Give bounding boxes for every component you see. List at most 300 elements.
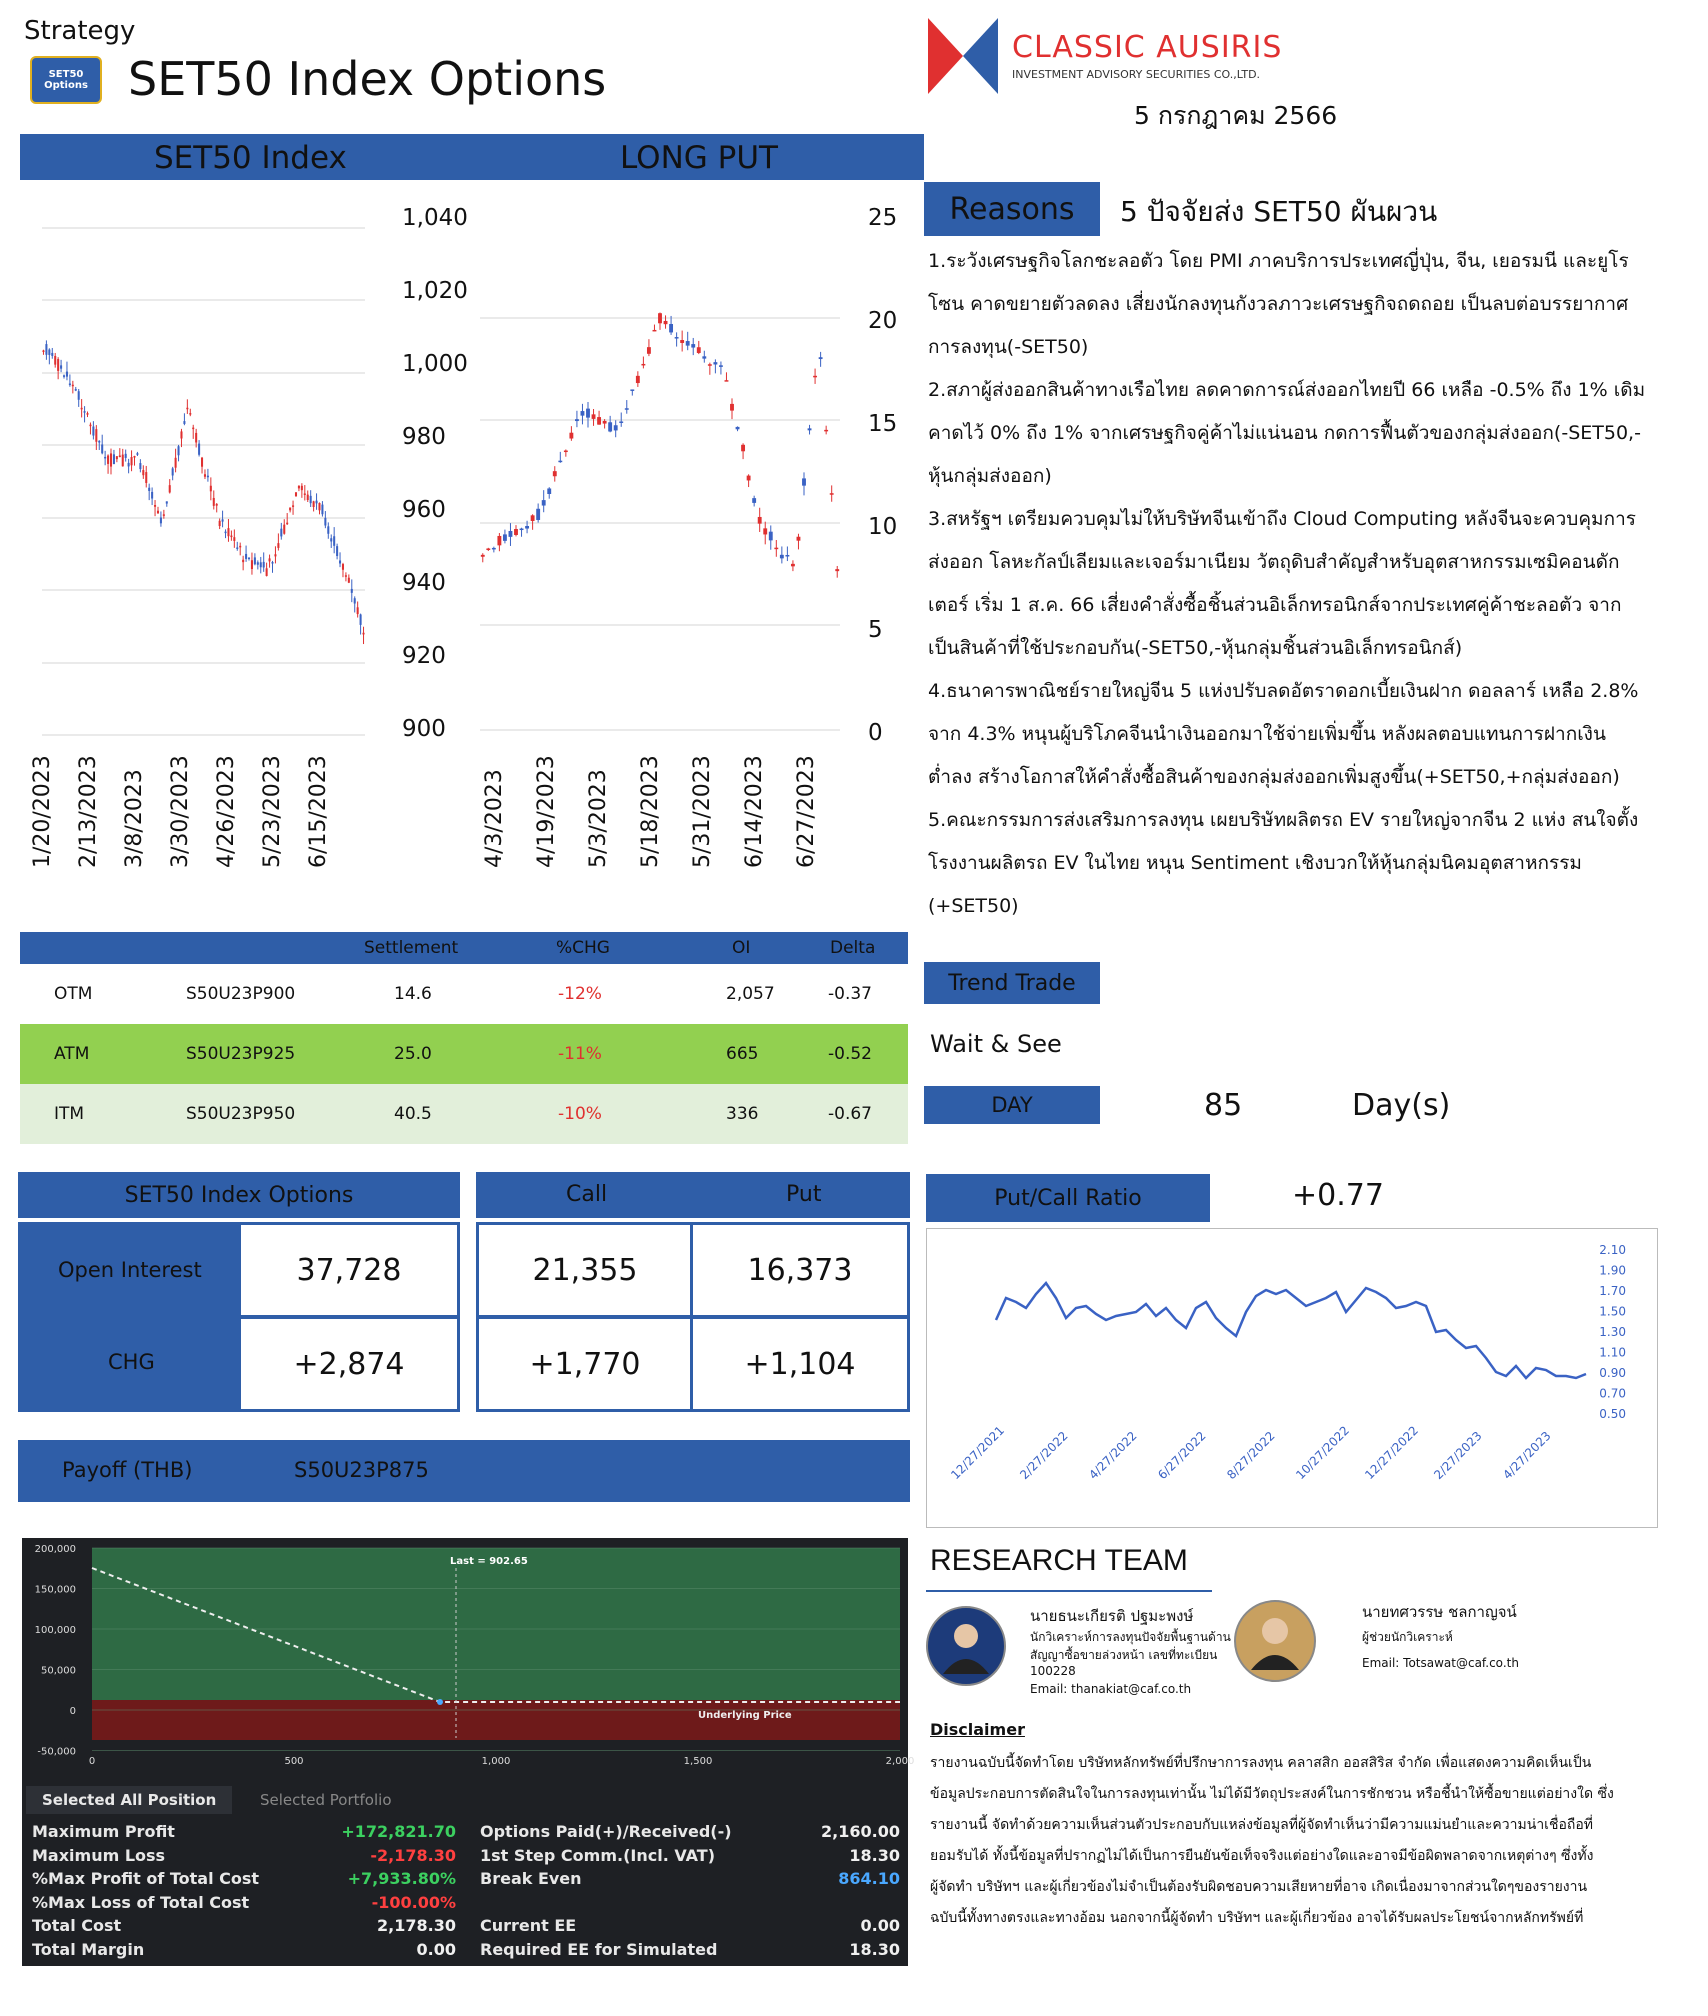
disclaimer-title: Disclaimer: [930, 1720, 1025, 1739]
candle: [345, 572, 347, 581]
candle: [316, 493, 318, 509]
stat-label: Options Paid(+)/Received(-): [480, 1822, 732, 1841]
candle: [497, 533, 501, 551]
stat-value: 2,160.00: [821, 1822, 900, 1841]
candle: [230, 530, 232, 540]
report-date: 5 กรกฎาคม 2566: [1134, 101, 1338, 130]
candle: [542, 490, 546, 512]
set50-ytick: 1,040: [402, 205, 468, 231]
cell-settlement: 40.5: [394, 1104, 432, 1124]
logo-badge-text: SET50 Options: [44, 69, 88, 91]
pcr-xtick: 12/27/2022: [1362, 1423, 1422, 1483]
candle: [113, 450, 115, 464]
candle: [520, 528, 524, 537]
candle: [486, 548, 490, 551]
candle: [664, 315, 668, 328]
stat-value: 2,178.30: [377, 1916, 456, 1935]
payoff-ytick: 50,000: [41, 1665, 76, 1677]
candle: [183, 413, 185, 425]
set50-ytick: 1,000: [402, 351, 468, 377]
reason-line: การลงทุน(-SET50): [928, 336, 1089, 358]
candle: [327, 522, 329, 538]
candle: [625, 400, 629, 414]
set50-ytick: 940: [402, 570, 446, 596]
candle: [63, 374, 65, 378]
stat-value: +172,821.70: [341, 1822, 456, 1841]
cell-type: ITM: [54, 1104, 85, 1124]
candle: [719, 362, 723, 375]
cell-series: S50U23P950: [186, 1104, 296, 1124]
reason-line: (+SET50): [928, 895, 1019, 917]
candle: [125, 450, 127, 462]
payoff-ytick: 0: [69, 1706, 76, 1717]
disclaimer-line: ข้อมูลประกอบการตัดสินใจในการลงทุนเท่านั้น ไม่ได้มีวัตถุประสงค์ในการชักชวน หรือชี้นำให้ซื้อขายแต่อย่างใด ซึ่ง: [930, 1786, 1614, 1802]
stat-value: 18.30: [849, 1845, 900, 1865]
cell-delta: -0.52: [828, 1044, 872, 1064]
candle: [797, 534, 801, 550]
candle: [747, 474, 751, 487]
pcr-ytick: 0.70: [1599, 1386, 1626, 1401]
pcr-line: [996, 1283, 1586, 1378]
pcr-xtick: 2/27/2023: [1431, 1428, 1485, 1483]
payoff-bar: [18, 1440, 910, 1502]
payoff-ytick: 150,000: [34, 1584, 76, 1596]
pcr-xtick: 4/27/2022: [1086, 1428, 1140, 1483]
table-row: [20, 1024, 908, 1084]
payoff-ytick: 100,000: [34, 1625, 76, 1636]
candle: [166, 501, 168, 506]
pcr-xtick: 4/27/2023: [1500, 1428, 1554, 1483]
put-ytick: 25: [868, 205, 898, 231]
total-chg-value: +2,874: [238, 1316, 460, 1412]
cell-delta: -0.37: [828, 984, 872, 1004]
reason-line: เตอร์ เริ่ม 1 ส.ค. 66 เสี่ยงคำสั่งซื้อชิ้นส่วนอิเล็กทรอนิกส์จากประเทศคู่ค้าชะลอตัว จาก: [928, 594, 1622, 616]
reason-line: 5.คณะกรรมการส่งเสริมการลงทุน เผยบริษัทผลิตรถ EV รายใหญ่จากจีน 2 แห่ง สนใจตั้ง: [928, 809, 1639, 831]
candle: [824, 426, 828, 435]
p1-role2: สัญญาซื้อขายล่วงหน้า เลขที่ทะเบียน: [1030, 1648, 1218, 1662]
candle: [301, 483, 303, 498]
reason-line: โรงงานผลิตรถ EV ในไทย หนุน Sentiment เชิงบวกให้หุ้นกลุ่มนิคมอุตสาหกรรม: [928, 852, 1582, 874]
reason-line: ต่ำลง สร้างโอกาสให้คำสั่งซื้อสินค้าของกลุ่มส่งออกเพิ่มสูงขึ้น(+SET50,+กลุ่มส่งออก): [928, 766, 1620, 788]
candle: [819, 352, 823, 367]
pcr-value: +0.77: [1292, 1178, 1384, 1213]
col-oi: OI: [732, 938, 751, 958]
set50-ytick: 980: [402, 424, 446, 450]
col-chg: %CHG: [556, 938, 610, 958]
candle: [263, 552, 265, 571]
candle: [180, 429, 182, 447]
candle: [653, 325, 657, 332]
candle: [730, 398, 734, 419]
payoff-xtick: 1,500: [683, 1756, 713, 1767]
cell-chg: -10%: [558, 1104, 602, 1124]
payoff-xtick: 0: [88, 1756, 96, 1767]
cell-oi: 336: [726, 1104, 759, 1124]
candle: [310, 490, 312, 507]
candle: [509, 523, 513, 546]
cell-chg: -11%: [558, 1044, 602, 1064]
put-ytick: 15: [868, 411, 898, 437]
cell-delta: -0.67: [828, 1104, 872, 1124]
candle: [608, 416, 612, 432]
candle: [553, 466, 557, 481]
stat-label: Required EE for Simulated: [480, 1939, 718, 1959]
last-price-label: Last = 902.65: [450, 1556, 528, 1567]
candle: [210, 477, 212, 500]
put-xtick: 5/3/2023: [586, 769, 611, 868]
set50-index-header: SET50 Index: [154, 140, 347, 176]
stat-value: +7,933.80%: [347, 1869, 456, 1888]
reason-line: 2.สภาผู้ส่งออกสินค้าทางเรือไทย ลดคาดการณ์ส่งออกไทยปี 66 เหลือ -0.5% ถึง 1% เดิม: [928, 379, 1646, 401]
candle: [752, 496, 756, 507]
cell-settlement: 25.0: [394, 1044, 432, 1064]
candle: [304, 485, 306, 500]
candle: [503, 530, 507, 544]
research-team-title: RESEARCH TEAM: [930, 1544, 1188, 1577]
candle: [641, 357, 645, 369]
avatar-thanakiat: [926, 1606, 1006, 1686]
candle: [201, 457, 203, 474]
candle: [92, 421, 94, 439]
oi-header: SET50 Index Options: [18, 1172, 460, 1218]
stat-label: Total Cost: [32, 1916, 122, 1935]
candle: [592, 409, 596, 426]
candle: [157, 507, 159, 514]
col-delta: Delta: [830, 938, 876, 958]
set50-ytick: 900: [402, 716, 446, 742]
candle: [128, 459, 130, 473]
reason-line: เป็นสินค้าที่ใช้ประกอบกัน(-SET50,-หุ้นกลุ่มชิ้นส่วนอิเล็กทรอนิกส์): [928, 637, 1463, 659]
pcr-ytick: 2.10: [1599, 1243, 1626, 1257]
candle: [245, 546, 247, 562]
disclaimer-line: รายงานฉบับนี้จัดทำโดย บริษัทหลักทรัพย์ที่ปรึกษาการลงทุน คลาสสิก ออสสิริส จำกัด เพื่อแสดงความคิดเห็นเป็น: [930, 1755, 1592, 1771]
pcr-ytick: 0.50: [1599, 1407, 1626, 1421]
set50-xtick: 2/13/2023: [76, 755, 101, 868]
candle: [763, 522, 767, 545]
candle: [581, 404, 585, 425]
candle: [669, 316, 673, 335]
candle: [830, 485, 834, 501]
candle: [697, 341, 701, 354]
candle: [286, 513, 288, 525]
put-header: Put: [786, 1182, 822, 1207]
tab2-label: Selected Portfolio: [260, 1791, 392, 1809]
reason-line: หุ้นกลุ่มส่งออก): [928, 465, 1052, 487]
candle: [251, 553, 253, 575]
candle: [636, 371, 640, 387]
candle: [354, 596, 356, 612]
candle: [271, 561, 273, 573]
candle: [119, 448, 121, 457]
cell-oi: 665: [726, 1044, 759, 1064]
candle: [330, 534, 332, 548]
candle: [569, 426, 573, 441]
candle: [274, 546, 276, 563]
set50-ytick: 960: [402, 497, 446, 523]
reason-line: ส่งออก โลหะกัลป์เลียมและเจอร์มาเนียม วัตถุดิบสำคัญสำหรับอุตสาหกรรมเซมิคอนดัก: [928, 551, 1620, 573]
candle: [725, 372, 729, 381]
trend-trade-label: Trend Trade: [924, 962, 1100, 1004]
p2-email: Email: Totsawat@caf.co.th: [1362, 1656, 1519, 1670]
table-row: [20, 1084, 908, 1144]
candle: [154, 500, 156, 516]
days-value: 85: [1204, 1088, 1243, 1123]
candle: [780, 546, 784, 563]
candle: [658, 313, 662, 330]
cell-type: OTM: [54, 984, 93, 1004]
tab-selected-all-position[interactable]: [26, 1786, 232, 1814]
candle: [254, 553, 256, 565]
reason-line: จาก 4.3% หนุนผู้บริโภคจีนนำเงินออกมาใช้จ่ายเพิ่มขึ้น หลังผลตอบแทนการฝากเงิน: [928, 723, 1606, 745]
pcr-ytick: 1.50: [1599, 1304, 1626, 1319]
candle: [802, 472, 806, 495]
p1-reg: 100228: [1030, 1664, 1076, 1678]
candle: [647, 339, 651, 356]
candle: [178, 445, 180, 461]
pcr-xtick: 10/27/2022: [1293, 1423, 1353, 1483]
candle: [564, 449, 568, 456]
set50-candlestick-chart: [20, 190, 370, 750]
put-oi-value: 16,373: [690, 1222, 910, 1318]
candle: [769, 525, 773, 549]
reason-line: 3.สหรัฐฯ เตรียมควบคุมไม่ให้บริษัทจีนเข้าถึง Cloud Computing หลังจีนจะควบคุมการ: [928, 508, 1636, 530]
candle: [84, 406, 86, 422]
candle: [333, 527, 335, 553]
candle: [736, 426, 740, 431]
candle: [307, 490, 309, 502]
underlying-label: Underlying Price: [698, 1710, 792, 1721]
candle: [104, 451, 106, 465]
candle: [81, 399, 83, 417]
cell-series: S50U23P900: [186, 984, 296, 1004]
candle: [791, 560, 795, 571]
cell-chg: -12%: [558, 984, 602, 1004]
stat-label: %Max Profit of Total Cost: [32, 1869, 260, 1888]
candle: [131, 450, 133, 471]
reasons-text: [928, 240, 1708, 928]
payoff-series: S50U23P875: [294, 1458, 429, 1482]
p2-name: นายทศวรรษ ชลกาญจน์: [1362, 1603, 1517, 1621]
stat-label: %Max Loss of Total Cost: [32, 1892, 250, 1912]
candle: [45, 340, 47, 359]
pcr-label: Put/Call Ratio: [926, 1174, 1210, 1222]
candle: [614, 420, 618, 437]
candle: [142, 465, 144, 479]
put-xtick: 4/19/2023: [534, 755, 559, 868]
reasons-tag: Reasons: [924, 182, 1100, 236]
put-xtick: 5/18/2023: [638, 755, 663, 868]
oi-label-block: [18, 1222, 240, 1412]
candle: [702, 351, 706, 363]
logo-mark-icon: [928, 18, 998, 94]
person-icon: [1249, 1612, 1301, 1670]
candle: [48, 348, 50, 364]
research-underline: [926, 1590, 1212, 1592]
candle: [586, 402, 590, 428]
candle: [163, 510, 165, 519]
candle: [269, 555, 271, 568]
candle: [357, 601, 359, 617]
candle: [89, 422, 91, 434]
candle: [139, 459, 141, 472]
candle: [686, 332, 690, 350]
candle: [175, 449, 177, 473]
pcr-ytick: 1.30: [1599, 1325, 1626, 1339]
set50-xtick: 6/15/2023: [306, 755, 331, 868]
candle: [233, 529, 235, 547]
candle: [363, 627, 365, 644]
candle: [66, 362, 68, 381]
candle: [360, 614, 362, 635]
brand-subtitle: INVESTMENT ADVISORY SECURITIES CO.,LTD.: [1012, 68, 1261, 81]
stat-label: Maximum Loss: [32, 1845, 166, 1865]
candle: [774, 540, 778, 557]
candle: [336, 544, 338, 560]
candle: [78, 389, 80, 407]
stat-value: 0.00: [416, 1939, 456, 1959]
put-ytick: 20: [868, 308, 898, 334]
candle: [248, 557, 250, 560]
days-unit: Day(s): [1352, 1088, 1451, 1123]
disclaimer-line: ยอมรับได้ ทั้งนี้ข้อมูลที่ปรากฏไม่ได้เป็นการยืนยันข้อเท็จจริงแต่อย่างใดและอาจมีข้อผิดพลาดจากเหตุต่างๆ ซึ่งทั้ง: [930, 1848, 1594, 1864]
candle: [481, 553, 485, 562]
call-header: Call: [566, 1182, 608, 1207]
trend-trade-value: Wait & See: [930, 1030, 1062, 1058]
candle: [260, 557, 262, 573]
candle: [219, 519, 221, 530]
candle: [835, 566, 839, 578]
candle: [324, 511, 326, 528]
candle: [95, 425, 97, 450]
chg-label: CHG: [108, 1350, 155, 1374]
candle: [110, 449, 112, 475]
candle: [216, 503, 218, 512]
long-put-header: LONG PUT: [620, 140, 778, 176]
put-xtick: 6/14/2023: [742, 755, 767, 868]
reason-line: 4.ธนาคารพาณิชย์รายใหญ่จีน 5 แห่งปรับลดอัตราดอกเบี้ยเงินฝาก ดอลลาร์ เหลือ 2.8%: [928, 680, 1639, 702]
candle: [239, 543, 241, 556]
candle: [785, 546, 789, 561]
candle: [758, 508, 762, 532]
set50-ytick: 1,020: [402, 278, 468, 304]
table-row: [20, 964, 908, 1024]
candle: [630, 389, 634, 395]
payoff-xtick: 500: [284, 1756, 304, 1767]
put-candlestick-chart: [470, 190, 870, 750]
candle: [536, 503, 540, 522]
call-oi-value: 21,355: [476, 1222, 694, 1318]
stat-label: 1st Step Comm.(Incl. VAT): [480, 1845, 716, 1865]
call-chg-value: +1,770: [476, 1316, 694, 1412]
candle: [204, 469, 206, 479]
candle: [813, 369, 817, 384]
candle: [116, 456, 118, 462]
payoff-xtick: 1,000: [481, 1756, 511, 1767]
pcr-ytick: 1.70: [1599, 1284, 1626, 1298]
candle: [283, 519, 285, 534]
candle: [72, 381, 74, 394]
candle: [339, 552, 341, 567]
total-oi-value: 37,728: [238, 1222, 460, 1318]
put-xtick: 4/3/2023: [482, 769, 507, 868]
candle: [292, 501, 294, 515]
pcr-ytick: 1.10: [1599, 1345, 1626, 1360]
candle: [713, 359, 717, 373]
set50-xtick: 4/26/2023: [214, 755, 239, 868]
stat-label: Total Margin: [32, 1939, 145, 1959]
candle: [54, 353, 56, 368]
pcr-line-chart: [926, 1228, 1658, 1528]
set50-xtick: 5/23/2023: [260, 755, 285, 868]
candle: [69, 374, 71, 386]
candle: [295, 492, 297, 497]
candle: [558, 452, 562, 463]
person-icon: [941, 1618, 991, 1674]
candle: [708, 363, 712, 375]
reason-line: 1.ระวังเศรษฐกิจโลกชะลอตัว โดย PMI ภาคบริการประเทศญี่ปุ่น, จีน, เยอรมนี และยูโร: [928, 250, 1629, 272]
stat-value: -100.00%: [371, 1892, 456, 1912]
tab-selected-portfolio[interactable]: [236, 1786, 436, 1814]
tab1-label: Selected All Position: [42, 1791, 217, 1809]
candle: [597, 411, 601, 425]
candle: [257, 560, 259, 569]
candle: [42, 350, 44, 355]
pcr-ytick: 0.90: [1599, 1366, 1626, 1380]
pcr-ytick: 1.90: [1599, 1263, 1626, 1278]
p1-email: Email: thanakiat@caf.co.th: [1030, 1682, 1192, 1696]
candle: [192, 425, 194, 439]
candle: [60, 360, 62, 372]
reason-line: โซน คาดขยายตัวลดลง เสี่ยงนักลงทุนกังวลภาวะเศรษฐกิจถดถอย เป็นลบต่อบรรยากาศ: [928, 293, 1629, 315]
payoff-label: Payoff (THB): [62, 1458, 193, 1482]
candle: [57, 357, 59, 379]
candle: [348, 574, 350, 583]
stat-value: 18.30: [849, 1939, 900, 1959]
cell-oi: 2,057: [726, 984, 775, 1004]
candle: [101, 435, 103, 455]
pcr-xtick: 2/27/2022: [1017, 1428, 1071, 1483]
stat-value: -2,178.30: [370, 1845, 456, 1865]
classic-ausiris-logo: [928, 18, 998, 94]
candle: [277, 533, 279, 550]
p2-role: ผู้ช่วยนักวิเคราะห์: [1362, 1630, 1453, 1644]
set50-xtick: 3/8/2023: [122, 769, 147, 868]
candle: [680, 331, 684, 352]
candle: [224, 529, 226, 538]
cell-settlement: 14.6: [394, 984, 432, 1004]
candle: [280, 523, 282, 540]
p1-role: นักวิเคราะห์การลงทุนปัจจัยพื้นฐานด้าน: [1030, 1630, 1231, 1644]
candle: [145, 466, 147, 488]
candle: [575, 411, 579, 427]
candle: [222, 511, 224, 528]
candle: [213, 490, 215, 509]
candle: [289, 507, 291, 512]
candle: [298, 485, 300, 491]
candle: [691, 338, 695, 355]
candle: [151, 487, 153, 505]
candle: [172, 467, 174, 480]
payoff-ytick: 200,000: [34, 1544, 76, 1555]
put-xtick: 6/27/2023: [794, 755, 819, 868]
payoff-ytick: -50,000: [37, 1746, 76, 1758]
set50-xtick: 1/20/2023: [30, 755, 55, 868]
strategy-label: Strategy: [24, 16, 136, 46]
candle: [492, 547, 496, 553]
reason-line: คาดไว้ 0% ถึง 1% จากเศรษฐกิจคู่ค้าไม่แน่นอน กดการฟื้นตัวของกลุ่มส่งออก(-SET50,-: [928, 422, 1641, 444]
candle: [122, 449, 124, 467]
stat-label: Break Even: [480, 1869, 582, 1888]
